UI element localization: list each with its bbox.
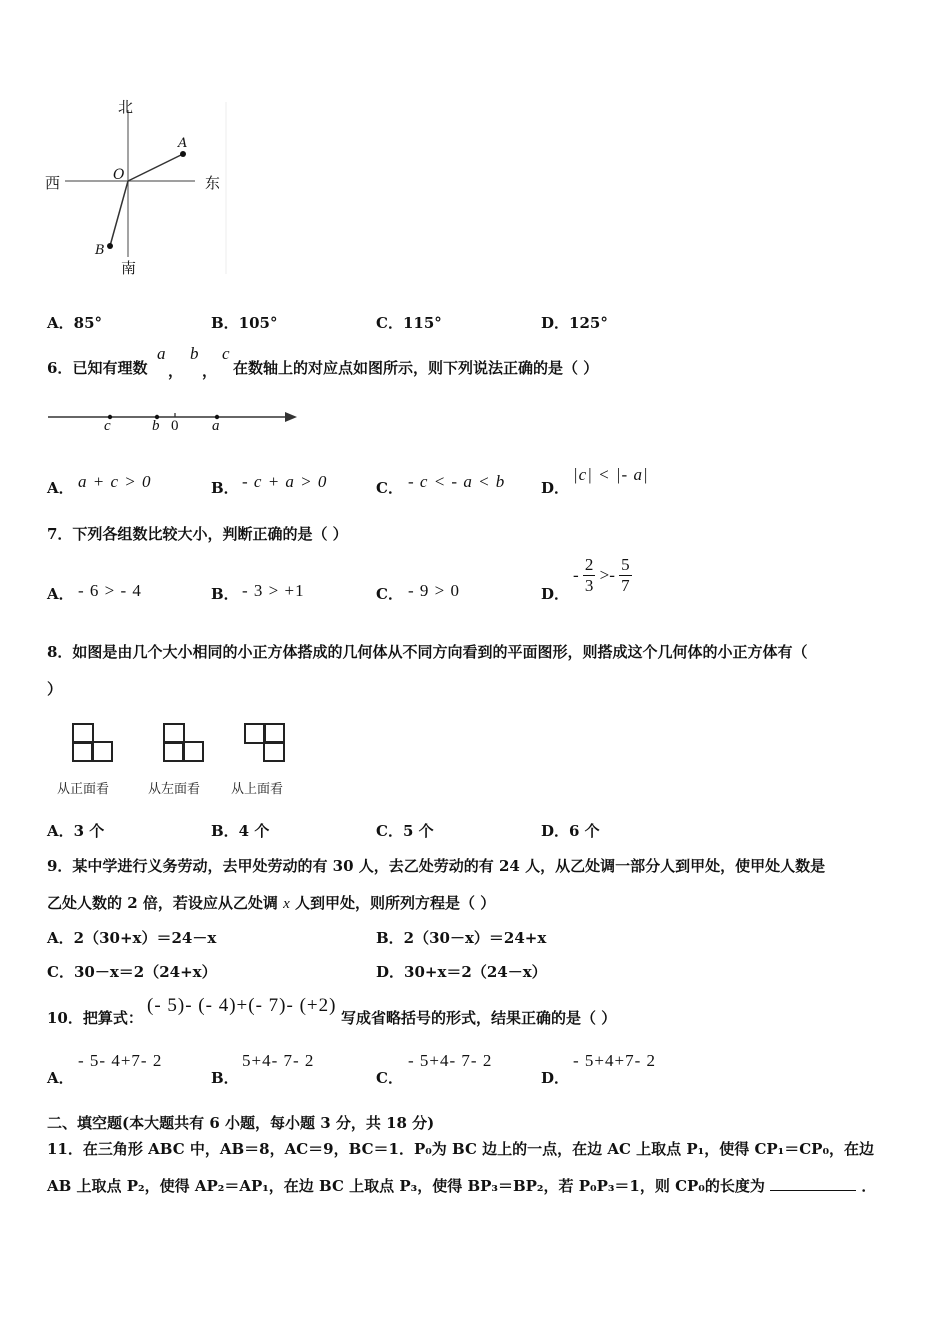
top-view-caption: 从上面看 [231,782,284,797]
q6-option-d[interactable]: |c| < |- a| [573,465,649,484]
q7-option-a-label[interactable]: A． [47,585,74,603]
q6-var-b: b [190,344,200,363]
q8-option-a[interactable]: A．3 个 [47,822,105,840]
q7-d-minus: - [573,565,579,585]
q6-comma-1: ， [168,362,184,380]
number-line-label-0: 0 [171,418,180,434]
q10-option-a[interactable]: - 5- 4+7- 2 [78,1051,163,1070]
q9-question-line2 [47,892,495,913]
q9-option-a[interactable]: A．2（30+x）＝24－x [47,929,217,947]
q10-expression: (- 5)- (- 4)+(- 7)- (+2) [147,995,337,1016]
q6-question [47,357,147,378]
q9-option-b[interactable]: B．2（30－x）＝24+x [376,929,547,947]
q6-text1: 已知有理数 [72,359,148,377]
q11-question-line2 [47,1175,876,1196]
q11-end-mark: ． [861,1177,877,1195]
q7-option-c[interactable]: - 9 > 0 [408,581,460,600]
q6-number: 6． [47,359,73,377]
compass-point-b-label: B [95,243,105,258]
q7-option-b[interactable]: - 3 > +1 [242,581,305,600]
q8-option-c[interactable]: C．5 个 [376,822,434,840]
q9-option-d[interactable]: D．30+x＝2（24－x） [376,963,547,981]
q11-line2-text: AB 上取点 P₂，使得 AP₂＝AP₁，在边 BC 上取点 P₃，使得 BP₃＝BP₂，若 P₀P₃＝1，则 CP₀的长度为 [47,1177,765,1195]
q9-question-line1: 9．某中学进行义务劳动，去甲处劳动的有 30 人，去乙处劳动的有 24 人，从乙处调一部分人到甲处，使甲处人数是 [47,857,826,875]
q10-text1: 10．把算式： [47,1009,143,1027]
q6-option-b[interactable]: - c + a > 0 [242,472,328,491]
left-view-caption: 从左面看 [148,782,201,797]
compass-west-label: 西 [45,174,61,192]
q8-question-line2: ） [47,680,63,698]
q11-answer-blank[interactable] [770,1176,856,1191]
q10-option-d-label[interactable]: D． [541,1069,570,1087]
q8-option-b[interactable]: B．4 个 [211,822,270,840]
q6-var-a: a [157,344,167,363]
q5-option-b[interactable]: B．105° [211,314,278,332]
q6-option-c-label[interactable]: C． [376,479,403,497]
q6-comma-2: ， [202,362,218,380]
q10-option-a-label[interactable]: A． [47,1069,74,1087]
number-line-label-b: b [152,418,161,434]
q6-option-a[interactable]: a + c > 0 [78,472,152,491]
q9-line2-a: 乙处人数的 2 倍，若设应从乙处调 [47,894,278,912]
q9-line2-b: 人到甲处，则所列方程是（ ） [295,894,496,912]
number-line-label-a: a [212,418,221,434]
q6-option-b-label[interactable]: B． [211,479,239,497]
q9-variable-x: x [283,896,290,912]
compass-south-label: 南 [121,259,137,277]
q7-option-d-label[interactable]: D． [541,585,570,603]
q10-option-c[interactable]: - 5+4- 7- 2 [408,1051,493,1070]
q6-option-a-label[interactable]: A． [47,479,74,497]
q6-option-d-label[interactable]: D． [541,479,570,497]
q10-option-b-label[interactable]: B． [211,1069,239,1087]
section-2-title: 二、填空题(本大题共有 6 小题，每小题 3 分，共 18 分) [47,1114,435,1132]
q6-var-c: c [222,344,231,363]
q10-text2: 写成省略括号的形式，结果正确的是（ ） [341,1009,617,1027]
compass-point-a-label: A [178,136,188,151]
q7-option-a[interactable]: - 6 > - 4 [78,581,142,600]
q6-option-c[interactable]: - c < - a < b [408,472,506,491]
q5-option-a[interactable]: A．85° [47,314,103,332]
q7-d-fraction-1: $\frac{2}{3}$ [584,555,594,595]
q10-option-d[interactable]: - 5+4+7- 2 [573,1051,656,1070]
q6-text2: 在数轴上的对应点如图所示，则下列说法正确的是（ ） [233,359,599,377]
compass-east-label: 东 [205,174,221,192]
q7-option-c-label[interactable]: C． [376,585,403,603]
q10-option-c-label[interactable]: C． [376,1069,403,1087]
q5-option-d[interactable]: D．125° [541,314,608,332]
q7-d-gt: >- [599,565,615,585]
compass-origin-label: O [113,167,125,183]
front-view-caption: 从正面看 [57,782,110,797]
compass-north-label: 北 [118,98,134,116]
q7-d-fraction-2: $\frac{5}{7}$ [621,555,630,595]
q8-question-line1: 8．如图是由几个大小相同的小正方体搭成的几何体从不同方向看到的平面图形，则搭成这个几何体的小正方体有（ [47,643,808,661]
q7-option-d[interactable] [573,555,632,596]
q7-question: 7．下列各组数比较大小，判断正确的是（ ） [47,525,348,543]
q7-option-b-label[interactable]: B． [211,585,239,603]
q5-option-c[interactable]: C．115° [376,314,442,332]
number-line-label-c: c [104,418,112,434]
q8-option-d[interactable]: D．6 个 [541,822,600,840]
q9-option-c[interactable]: C．30－x＝2（24+x） [47,963,217,981]
q10-option-b[interactable]: 5+4- 7- 2 [242,1051,315,1070]
q11-question-line1: 11．在三角形 ABC 中，AB＝8，AC＝9，BC＝1．P₀为 BC 边上的一点，在边 AC 上取点 P₁，使得 CP₁＝CP₀，在边 [47,1140,875,1158]
